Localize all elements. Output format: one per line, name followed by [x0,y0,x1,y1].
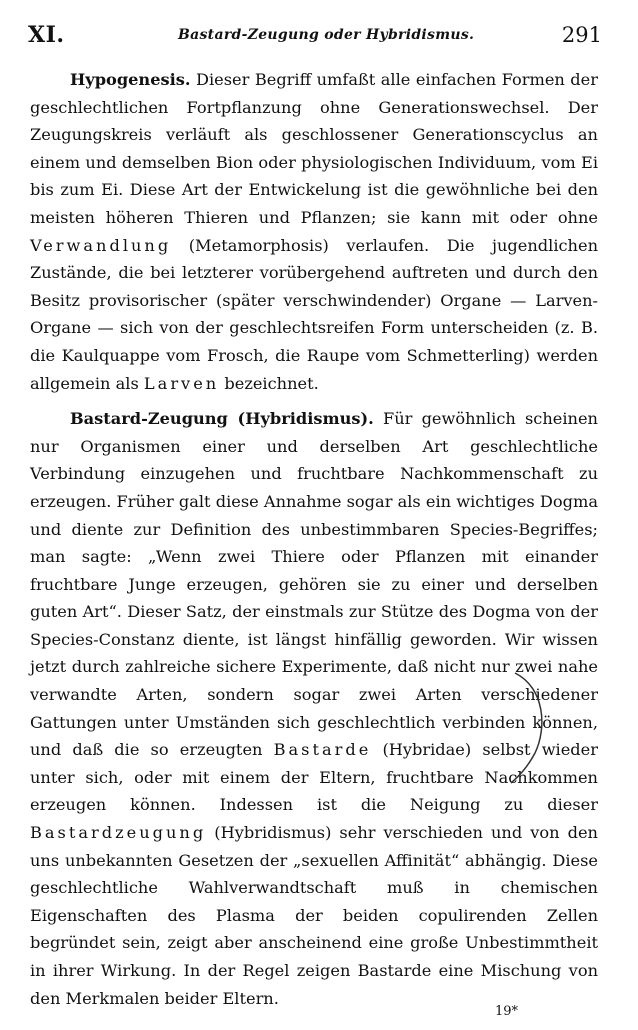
running-header [28,22,602,54]
chapter-number: XI. [28,22,65,48]
signature-mark: 19* [495,1004,519,1019]
paragraph-hypogenesis [30,66,598,397]
paragraph-text: Dieser Begriff umfaßt alle einfachen Formen der geschlechtlichen Fortpflanzung ohne Generationswechsel. Der Zeugungskreis verläuft als geschlossener Generationscyclus an einem und demselben Bion oder physiologischen Individuum, vom Ei bis zum Ei. Diese Art der Entwickelung ist die gewöhnliche bei den meisten höheren Thieren und Pflanzen; sie kann mit oder ohne [30,70,598,227]
paragraph-bastard-zeugung [30,405,598,1012]
paragraph-text: (Metamorphosis) verlaufen. Die jugendlichen Zustände, die bei letzterer vorübergehend auftreten und durch den Besitz provisorischer (später verschwindender) Organe — Larven-Organe — sich von der geschlechtsreifen Form unterscheiden (z. B. die Kaulquappe vom Frosch, die Raupe vom Schmetterling) werden allgemein als [30,235,598,393]
spaced-term: Larven [143,373,220,393]
term-heading: Bastard-Zeugung (Hybridismus). [70,409,374,429]
paragraph-text: Für gewöhnlich scheinen nur Organismen einer und derselben Art geschlechtliche Verbindung einzugehen und fruchtbare Nachkommenschaft zu erzeugen. Früher galt diese Annahme sogar als ein wichtiges Dogma und diente zur Definition des unbestimmbaren Species-Begriffes; man sagte: „Wenn zwei Thiere oder Pflanzen mit einander fruchtbare Junge erzeugen, gehören sie zu einer und derselben guten Art“. Dieser Satz, der einstmals zur Stütze des Dogma von der Species-Constanz diente, ist längst hinfällig geworden. Wir wissen jetzt durch zahlreiche sichere Experimente, daß nicht nur zwei nahe verwandte Arten, sondern sogar zwei Arten verschiedener Gattungen unter Umständen sich geschlechtlich verbinden können, und daß die so erzeugten [30,409,598,760]
body-text [30,66,598,1020]
paragraph-text: bezeichnet. [224,373,319,393]
page-number: 291 [561,23,602,47]
spaced-term: Verwandlung [30,235,172,255]
paragraph-text: (Hybridismus) sehr verschieden und von den uns unbekannten Gesetzen der „sexuellen Affinität“ abhängig. Diese geschlechtliche Wahlverwandtschaft muß in chemischen Eigenschaften des Plasma der beiden copulirenden Zellen begründet sein, zeigt aber anscheinend eine große Unbestimmtheit in ihrer Wirkung. In der Regel zeigen Bastarde eine Mischung von den Merkmalen beider Eltern. [30,823,598,1008]
running-title: Bastard-Zeugung oder Hybridismus. [178,27,475,43]
spaced-term: Bastarde [273,740,372,760]
term-heading: Hypogenesis. [70,70,191,89]
paragraph-text: (Hybridae) selbst wieder unter sich, oder mit einem der Eltern, fruchtbare Nachkommen erzeugen können. Indessen ist die Neigung zu dieser [30,740,598,815]
spaced-term: Bastardzeugung [30,823,207,843]
